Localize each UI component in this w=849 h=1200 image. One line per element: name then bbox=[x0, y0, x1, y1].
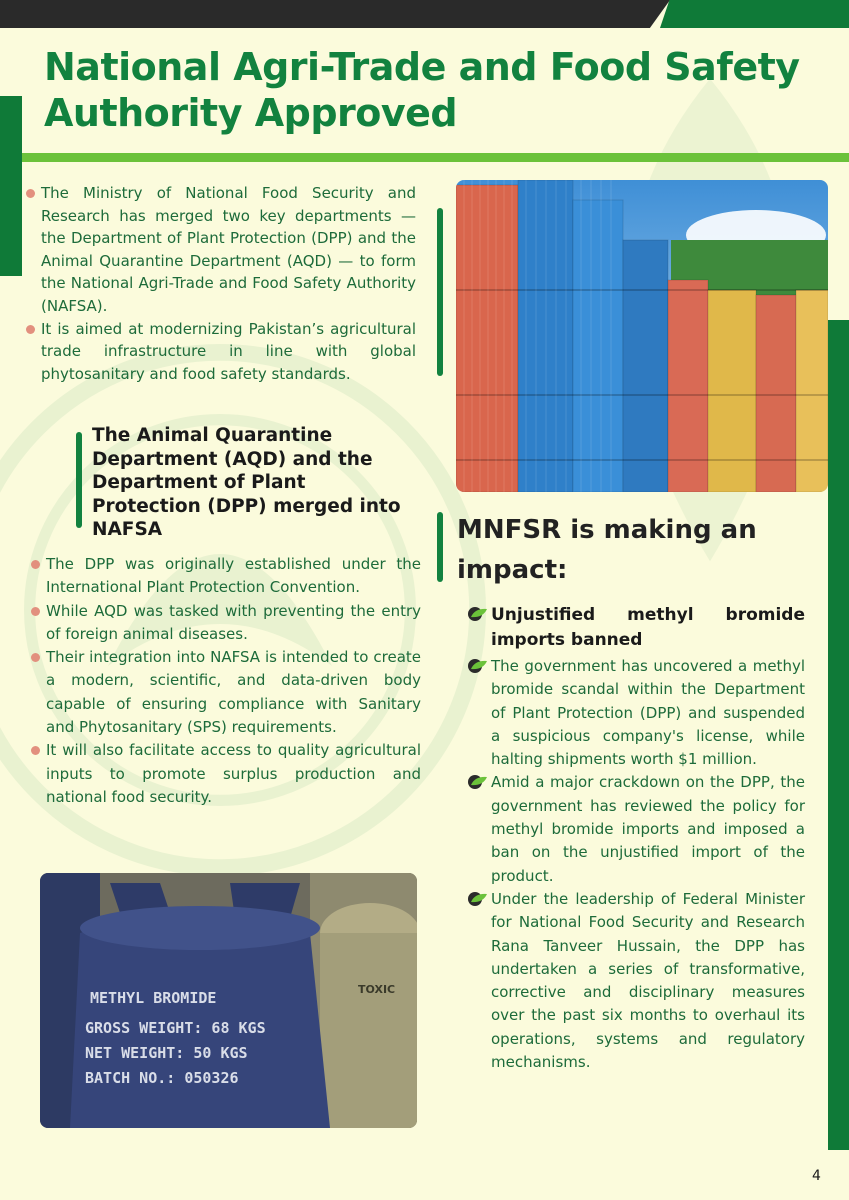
intro-list bbox=[41, 182, 416, 385]
top-green-bar bbox=[660, 0, 849, 28]
impact-item bbox=[491, 888, 805, 1074]
title-underline bbox=[22, 153, 849, 162]
impact-item-text: Amid a major crackdown on the DPP, the government has reviewed the policy for methyl bromide imports and imposed a ban on the unjustified import of the product. bbox=[491, 773, 805, 885]
shipping-containers-photo bbox=[456, 180, 828, 492]
page-title: National Agri-Trade and Food Safety Authority Approved bbox=[44, 45, 800, 135]
list-item: While AQD was tasked with preventing the entry of foreign animal diseases. bbox=[46, 600, 421, 647]
left-accent-strip bbox=[0, 96, 22, 276]
impact-heading: MNFSR is making an impact: bbox=[457, 515, 757, 585]
impact-list bbox=[491, 603, 805, 1074]
intro-item: It is aimed at modernizing Pakistan’s agricultural trade infrastructure in line with global phytosanitary and food safety standards. bbox=[41, 318, 416, 386]
cylinder-label-line3: NET WEIGHT: 50 KGS bbox=[85, 1044, 248, 1062]
impact-item-text: Under the leadership of Federal Minister for National Food Security and Research Rana Tanveer Hussain, the DPP has undertaken a series of transformative, corrective and disciplinary measures over the past six months to overhaul its operations, systems and regulatory mechanisms. bbox=[491, 889, 805, 1072]
list-item: The DPP was originally established under the International Plant Protection Convention. bbox=[46, 553, 421, 600]
intro-accent-bar bbox=[437, 208, 443, 376]
impact-item-text: The government has uncovered a methyl bromide scandal within the Department of Plant Protection (DPP) and suspended a suspicious company's license, while halting shipments worth $1 million. bbox=[491, 657, 805, 769]
leaf-bullet-icon bbox=[467, 658, 489, 674]
section-subheading: The Animal Quarantine Department (AQD) and the Department of Plant Protection (DPP) merged into NAFSA bbox=[92, 425, 401, 540]
impact-subheading-item bbox=[491, 603, 805, 653]
impact-item bbox=[491, 771, 805, 887]
cylinder-label-line4: BATCH NO.: 050326 bbox=[85, 1069, 239, 1087]
cylinder-label-line1: METHYL BROMIDE bbox=[90, 989, 217, 1007]
top-dark-bar bbox=[0, 0, 670, 28]
leaf-bullet-icon bbox=[467, 891, 489, 907]
impact-accent-bar bbox=[437, 512, 443, 582]
page-number: 4 bbox=[812, 1168, 821, 1184]
impact-item bbox=[491, 655, 805, 771]
list-item: Their integration into NAFSA is intended to create a modern, scientific, and data-driven body capable of ensuring compliance with Sanitary and Phytosanitary (SPS) requirements. bbox=[46, 646, 421, 739]
leaf-bullet-icon bbox=[467, 606, 489, 622]
methyl-bromide-cylinder-photo bbox=[40, 873, 417, 1128]
intro-item: The Ministry of National Food Security and Research has merged two key departments — the Department of Plant Protection (DPP) and the Animal Quarantine Department (AQD) — to form the National Agri-Trade and Food Safety Authority (NAFSA). bbox=[41, 182, 416, 318]
drum-warning-text: TOXIC bbox=[358, 983, 396, 996]
cylinder-label-line2: GROSS WEIGHT: 68 KGS bbox=[85, 1019, 266, 1037]
impact-subheading: Unjustified methyl bromide imports banned bbox=[491, 605, 805, 650]
list-item: It will also facilitate access to quality agricultural inputs to promote surplus production and national food security. bbox=[46, 739, 421, 809]
merger-details-list bbox=[46, 553, 421, 809]
subheading-accent-bar bbox=[76, 432, 82, 528]
leaf-bullet-icon bbox=[467, 774, 489, 790]
